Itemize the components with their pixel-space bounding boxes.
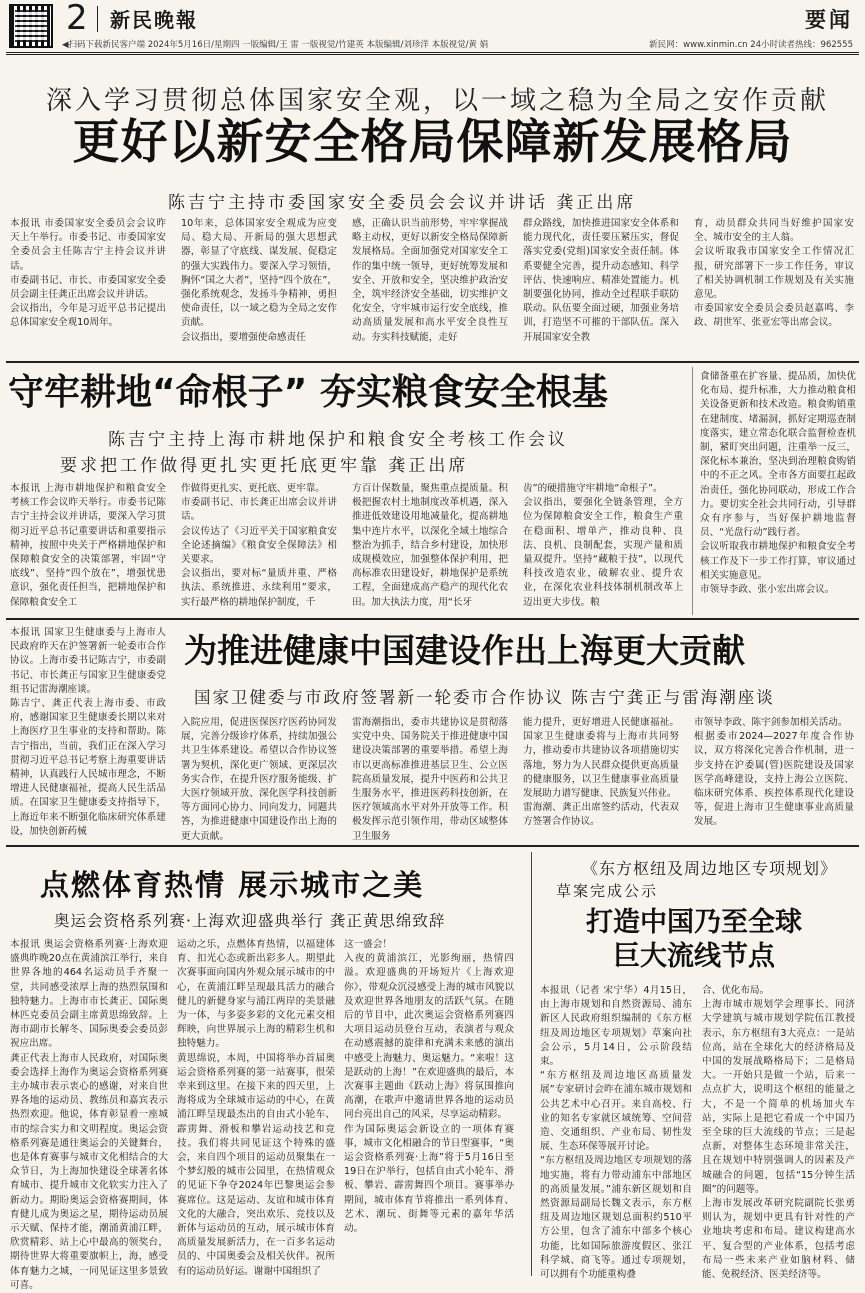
- story1-column-2: 10年来，总体国家安全观成为应变局、稳大局、开新局的强大思想武器，彰显了守底线、谋发展、促稳定的强大实践伟力。要深入学习领悟，胸怀“国之大者”，坚持“四个放在”，强化系统观念，发扬斗争精神，勇担使命责任，以一域之稳为全局之安作贡献。 会议指出，要增强使命感责任: [181, 218, 337, 343]
- story2-column-3: 方百计保数量，聚焦重点提质量。积极把握农村土地制度改革机遇，深入推进低效建设用地减量化，提高耕地集中连片水平，以深化全域土地综合整治为抓手，结合乡村建设，加快形成规模效应，加强整体保护利用，把高标准农田建设好，耕地保护是系统工程，全面建成高产稳产的现代化农田。加大执法力度，用“长牙: [352, 483, 508, 608]
- story3-column-4: 市领导李政、陈宇剑参加相关活动。 根据委市2024—2027年度合作协议，双方将深化完善合作机制，进一步支持在沪委属(管)医院建设及国家医学高峰建设，支持上海公立医院、临床研究体系、疾控体系现代化建设等，促进上海市卫生健康事业高质量发展。: [694, 717, 854, 828]
- story1-headline: 更好以新安全格局保障新发展格局: [72, 115, 793, 170]
- story1-column-5: 育，动员群众共同当好维护国家安全、城市安全的主人翁。 会议听取我市国家安全工作情况汇报，研究部署下一步工作任务，审议了相关协调机制工作规划及有关实施意见。 市委国家安全委员会委员赵嘉鸣、李政、胡世军、张亚宏等出席会议。: [694, 218, 854, 329]
- story2-column-1: 本报讯 上海市耕地保护和粮食安全考核工作会议昨天举行。市委书记陈吉宁主持会议并讲话，要深入学习贯彻习近平总书记重要讲话和重要指示精神，按照中央关于严格耕地保护和保障粮食安全的决策部署，牢固“守底线”、坚持“四个放在”，增强忧患意识，强化责任担当，把耕地保护和保障粮食安全工: [10, 483, 166, 608]
- story4-column-3: 这一盛会！ 入夜的黄浦滨江，光影绚丽，热情四溢。欢迎盛典的开场短片《上海欢迎你》，带观众沉浸感受上海的城市风貌以及欢迎世界各地朋友的活跃气氛。在随后的节目中，此次奥运会资格系列赛四大项目运动员登台互动，表演者与观众在动感震撼的旋律和充满未来感的演出中感受上海魅力、奥运魅力。“来啦！这是跃动的上海！”在欢迎盛典的最后，本次赛事主题曲《跃动上海》将氛围推向高潮，在歌声中邀请世界各地的运动员同台亮出自己的风采，尽享运动精彩。 作为国际奥运会新设立的一项体育赛事，城市文化相融合的节日型赛事，“奥运会资格系列赛·上海”将于5月16日至19日在沪举行，包括自由式小轮车、滑板、攀岩、霹雳舞四个项目。赛事举办期间，城市体育节将推出一系列体育、艺术、潮玩、街舞等元素的嘉年华活动。: [344, 939, 514, 1235]
- story1-subhead: 陈吉宁主持市委国家安全委员会会议并讲话 龚正出席: [168, 193, 637, 213]
- story3-subhead: 国家卫健委与市政府签署新一轮委市合作协议 陈吉宁龚正与雷海潮座谈: [194, 688, 775, 707]
- masthead-divider: [97, 6, 98, 32]
- story2-side-divider: [692, 367, 693, 615]
- masthead-info-right: 新民网：www.xinmin.cn 24小时读者热线：962555: [649, 40, 853, 50]
- story1-column-3: 感，正确认识当前形势，牢牢掌握战略主动权，更好以新安全格局保障新发展格局。全面加强党对国家安全工作的集中统一领导，更好统筹发展和安全、开放和安全，坚决维护政治安全，筑牢经济安全基础，切实维护文化安全，守牢城市运行安全底线，推动高质量发展和高水平安全良性互动。夯实科技赋能，走好: [352, 218, 508, 343]
- story1-kicker: 深入学习贯彻总体国家安全观，以一域之稳为全局之安作贡献: [46, 86, 830, 116]
- story3-column-3: 能力提升，更好增进人民健康福祉。国家卫生健康委将与上海市共同努力，推动委市共建协议各项措施切实落地，努力为人民群众提供更高质量的健康服务，以卫生健康事业高质量发展助力谱写健康、民族复兴伟业。 雷海潮、龚正出席签约活动，代表双方签署合作协议。: [523, 717, 679, 828]
- story4-subhead: 奥运会资格系列赛·上海欢迎盛典举行 龚正黄思绵致辞: [54, 912, 446, 930]
- story5-headline-2: 巨大流线节点: [613, 941, 775, 972]
- story2-bottom-rule: [6, 618, 859, 620]
- story5-divider: [531, 852, 532, 1276]
- paper-name: 新民晚報: [110, 8, 198, 32]
- story2-side-column: 食储备重在扩容量、提品质，加快优化布局、提升标准，大力推动粮食相关设备更新和技术改造。粮食购销重在建制度、堵漏洞，抓好定期巡查制度落实，建立常态化联合监督检查机制，紧盯突出问题，注重举一反三，深化标本兼治，坚决到治理粮食购销中的不正之风。全市各方面要扛起政治责任，强化协同联动，形成工作合力。要切实全社会共同行动，引导群众有序参与，当好保护耕地监督员、“光盘行动”践行者。 会议听取我市耕地保护和粮食安全考核工作及下一步工作打算，审议通过相关实施意见。 市领导李政、张小宏出席会议。: [700, 371, 856, 596]
- story2-subhead-1: 陈吉宁主持上海市耕地保护和粮食安全考核工作会议: [108, 430, 568, 450]
- story2-subhead-2: 要求把工作做得更扎实更托底更牢靠 龚正出席: [60, 456, 469, 476]
- story3-left-column: 本报讯 国家卫生健康委与上海市人民政府昨天在沪签署新一轮委市合作协议。上海市委书记陈吉宁，市委副书记、市长龚正与国家卫生健康委党组书记雷海潮座谈。 陈吉宁、龚正代表上海市委、市政府，感谢国家卫生健康委长期以来对上海医疗卫生事业的支持和帮助。陈吉宁指出，当前，我们正在深入学习贯彻习近平总书记考察上海重要讲话精神，认真践行人民城市理念，不断增进人民健康福祉，提高人民生活品质。在国家卫生健康委支持指导下，上海近年来不断强化临床研究体系建设，加快创新药械: [10, 627, 166, 837]
- story1-bottom-rule: [6, 361, 859, 363]
- story5-column-2: 合、优化布局。 上海市城市规划学会理事长、同济大学建筑与城市规划学院伍江教授表示，东方枢纽有3大亮点：一是站位高，站在全球化大的经济格局及中国的发展战略格局下；二是格局大。一开始只是做一个站，后来一点点扩大，说明这个枢纽的能量之大，不是一个简单的机场加火车站，实际上是把它看成一个中国乃至全球的巨大流线的节点；三是起点新，对整体生态环境非常关注，且在规划中特别强调人的因素及产城融合的问题，包括“15分钟生活圈”的问题等。 上海市发展改革研究院副院长张勇则认为，规划中更具有针对性的产业地块考虑和布局。建议构建高水平、复合型的产业体系，包括考虑布局一些未来产业如脑材料、储能、免税经济、医美经济等。: [702, 985, 855, 1281]
- masthead-info-left: ◀扫码下载新民客户端 2024年5月16日/星期四 一版编辑/王 雷 一版视觉/竹建英 本版编辑/刘珍洋 本版视觉/黄 娟: [62, 40, 489, 50]
- story3-column-2: 雷海潮指出，委市共建协议是贯彻落实党中央、国务院关于推进健康中国建设决策部署的重要举措。希望上海市以更高标准推进基层卫生、公立医院高质量发展，提升中医药和公共卫生服务水平，推进医药科技创新，在医疗领域高水平对外开放等工作。积极发挥示范引领作用，带动区域整体卫生服务: [352, 717, 508, 842]
- masthead: [0, 0, 865, 55]
- story3-headline: 为推进健康中国建设作出上海更大贡献: [184, 631, 745, 670]
- story3-bottom-rule: [6, 845, 859, 847]
- story2-column-2: 作做得更扎实、更托底、更牢靠。 市委副书记、市长龚正出席会议并讲话。 会议传达了《习近平关于国家粮食安全论述摘编》《粮食安全保障法》相关要求。 会议指出，要对标“量质并重、严格执法、系统推进、永续利用”要求，实行最严格的耕地保护制度，千: [181, 483, 337, 608]
- page-number: 2: [66, 0, 88, 38]
- story4-column-2: 运动之乐，点燃体育热情，以福建体育、扣光心态或新出彩多人。期望此次赛事面向国内外观众展示城市的中心，在黄浦江畔呈现最具活力的融合健儿的新健身家与浦江两岸的美景融为一体，与多姿多彩的文化元素交相辉映，向世界展示上海的精彩生机和独特魅力。 黄思绵说，本周，中国将举办首届奥运会资格系列赛的第一站赛事，很荣幸来到这里。在接下来的四天里，上海将成为全球城市运动的中心，在黄浦江畔呈现最杰出的自由式小轮车、霹雳舞、滑板和攀岩运动技艺和竞技。我们将共同见证这个特殊的盛会，来自四个项目的运动员聚集在一个梦幻般的城市公园里，在热情观众的见证下争夺2024年巴黎奥运会参赛席位。这是运动、友谊和城市体育文化的大融合，突出欢乐、竞技以及新体与运动员的互动，展示城市体育高质量发展新活力，在一百多名运动员的、中国奥委会及相关伙伴。祝所有的运动员好运。谢谢中国组织了: [177, 939, 335, 1277]
- story5-column-1: 本报讯（记者 宋宁华）4月15日，由上海市规划和自然资源局、浦东新区人民政府组织编制的《东方枢纽及周边地区专项规划》草案向社会公示，5月14日，公示阶段结束。 “东方枢纽及周边地区高质量发展”专家研讨会昨在浦东城市规划和公共艺术中心召开。来自高校、行业的知名专家就区域统筹、空间营造、交通组织、产业布局、韧性发展、生态环保等展开讨论。 “东方枢纽及周边地区专项规划的落地实施，将有力带动浦东中部地区的高质量发展。”浦东新区规划和自然资源局副局长魏文表示，东方枢纽及周边地区规划总面积约510平方公里，包含了浦东中部多个核心功能，比如国际旅游度假区、张江科学城、商飞等。通过专项规划，可以拥有个功能重构叠: [540, 985, 692, 1281]
- story1-column-4: 群众路线，加快推进国家安全体系和能力现代化，责任要压紧压实，督促落实党委(党组)国家安全责任制。体系要健全完善，提升动态感知、科学评估、快速响应、精准处置能力。机制要强化协同，推动全过程联手联防联动。队伍要全面过硬，加强业务培训，打造坚不可摧的干部队伍。深入开展国家安全教: [523, 218, 679, 343]
- story1-column-1: 本报讯 市委国家安全委员会会议昨天上午举行。市委书记、市委国家安全委员会主任陈吉宁主持会议并讲话。 市委副书记、市长、市委国家安全委员会副主任龚正出席会议并讲话。 会议指出，今年是习近平总书记提出总体国家安全观10周年。: [10, 218, 166, 329]
- story5-headline-1: 打造中国乃至全球: [586, 907, 802, 938]
- section-title: 要闻: [805, 7, 853, 32]
- story4-column-1: 本报讯 奥运会资格系列赛·上海欢迎盛典昨晚20点在黄浦滨江举行，来自世界各地的464名运动员手齐聚一堂，共同感受浓厚上海的热烈氛围和独特魅力。上海市市长龚正、国际奥林匹克委员会副主席黄思绵致辞。上海市副市长解冬、国际奥委会委员彭祝应出席。 龚正代表上海市人民政府，对国际奥委会选择上海作为奥运会资格系列赛主办城市表示衷心的感谢，对来自世界各地的运动员、教练员和嘉宾表示热烈欢迎。他说，体育彰显着一座城市的综合实力和文明程度。奥运会资格系列赛是通往奥运会的关键舞台，也是体育赛事与城市文化相结合的大众节日，为上海加快建设全球著名体育城市、提升城市文化软实力注入了新动力。期盼奥运会资格赛期间，体育健儿成为奥运之星，期待运动员展示天赋、保持才能，潮涌黄浦江畔，欣赏精彩、站上心中最高的领奖台，期待世界大将重要旗帜上，海，感受体育魅力之城，一同见证这里多景致可喜。: [10, 939, 168, 1291]
- qr-code-icon[interactable]: [9, 4, 53, 48]
- story5-kicker-2: 草案完成公示: [556, 882, 659, 900]
- masthead-rule: [6, 52, 859, 55]
- story5-kicker: 《东方枢纽及周边地区专项规划》: [582, 859, 838, 878]
- story2-headline: 守牢耕地“命根子” 夯实粮食安全根基: [8, 372, 608, 413]
- story3-column-1: 入院应用，促进医保医疗医药协同发展，完善分级诊疗体系，持续加强公共卫生体系建设。希望以合作协议签署为契机，深化更广领域、更深层次务实合作，在提升医疗服务能级、扩大医疗领域开放、深化医学科技创新等方面同心协力、同向发力，同题共答，为推进健康中国建设作出上海的更大贡献。: [181, 717, 337, 842]
- story2-column-4: 齿”的硬措施守牢耕地“命根子”。 会议指出，要强化全链条管理，全方位为保障粮食安全工作，粮食生产重在稳面积、增单产，推动良种、良法、良机、良制配套，实现产量和质量双提升。坚持“藏粮于技”，以现代科技改造农业，破解农业、提升农业，在深化农业科技体制机制改革上迈出更大步伐。粮: [523, 483, 683, 608]
- story4-headline: 点燃体育热情 展示城市之美: [40, 868, 425, 902]
